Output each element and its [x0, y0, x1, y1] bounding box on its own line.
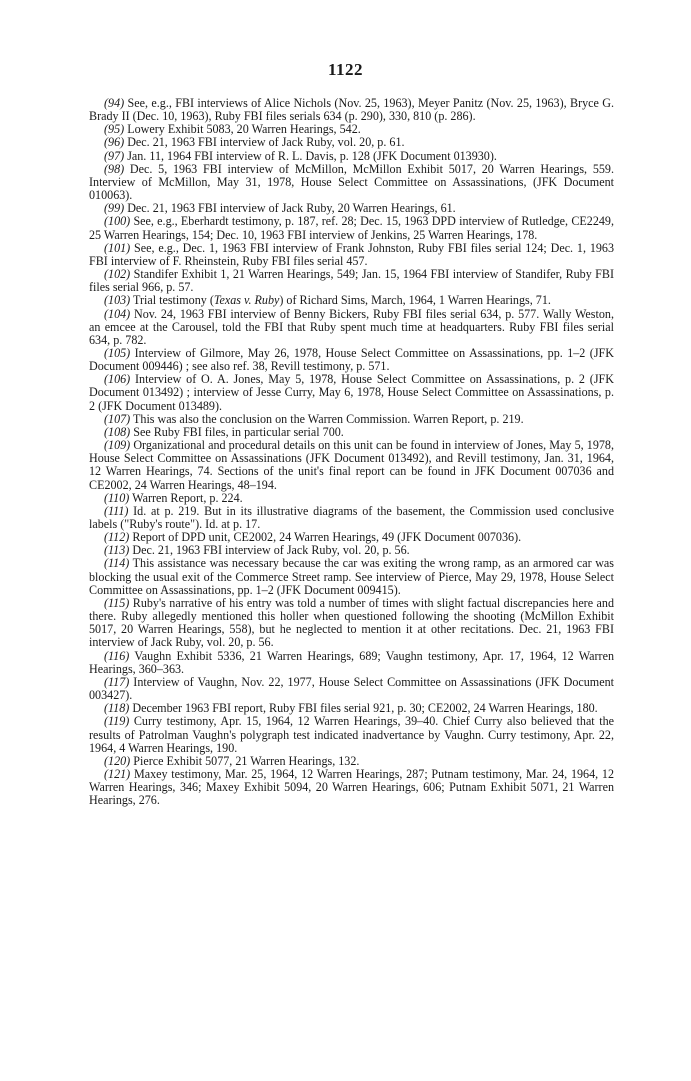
footnote-number: (106) [104, 372, 131, 387]
footnote-text: Jan. 11, 1964 FBI interview of R. L. Davis, p. 128 (JFK Document 013930). [127, 148, 497, 163]
footnote-number: (96) [104, 135, 125, 150]
case-name: Texas v. Ruby [213, 293, 280, 308]
footnote-number: (119) [104, 714, 130, 729]
footnote-text: Ruby's narrative of his entry was told a number of times with slight factual discrepancies here and there. Ruby allegedly mentioned this holler when questioned following the shooting (McMillon Exhibit 5017, 20 Warren Hearings, 558), but he neglected to mention it at other recitations. Dec. 21, 1963 FBI interview of Jack Ruby, vol. 20, p. 56. [89, 595, 614, 650]
footnote-text: Report of DPD unit, CE2002, 24 Warren Hearings, 49 (JFK Document 007036). [132, 530, 522, 545]
footnote-text: See, e.g., Eberhardt testimony, p. 187, ref. 28; Dec. 15, 1963 DPD interview of Rutledge, CE2249, 25 Warren Hearings, 154; Dec. 10, 1963 FBI interview of Jenkins, 25 Warren Hearings, 178. [89, 214, 614, 242]
footnote-text: Nov. 24, 1963 FBI interview of Benny Bickers, Ruby FBI files serial 634, p. 577. Wally Weston, an emcee at the Carousel, told the FBI that Ruby spent much time at headquarters. Ruby FBI files serial 634, p. 782. [89, 306, 614, 347]
footnote-text: Dec. 5, 1963 FBI interview of McMillon, McMillon Exhibit 5017, 20 Warren Hearings, 559. Interview of McMillon, May 31, 1978, House Select Committee on Assassinations, (JFK Document 010063). [89, 161, 615, 203]
footnote-109 [89, 439, 614, 492]
footnote-number: (114) [104, 556, 130, 571]
footnote-number: (108) [104, 424, 131, 439]
footnote-101 [89, 242, 614, 268]
footnote-number: (102) [104, 267, 131, 282]
footnote-number: (112) [104, 530, 130, 545]
footnote-text-before: Trial testimony ( [133, 293, 214, 308]
footnote-text: Dec. 21, 1963 FBI interview of Jack Ruby, vol. 20, p. 56. [132, 543, 410, 558]
footnote-text: Organizational and procedural details on this unit can be found in interview of Jones, May 5, 1978, House Select Committee on Assassinations (JFK Document 013492), and Revill testimony, Jan. 31, 1964, 12 Warren Hearings, 74. Sections of the unit's final report can be found in JFK Document 007036 and CE2002, 24 Warren Hearings, 48–194. [89, 438, 614, 492]
footnote-text: Interview of Vaughn, Nov. 22, 1977, House Select Committee on Assassinations (JFK Document 003427). [89, 674, 614, 703]
footnotes-list [89, 97, 614, 807]
footnote-text: See, e.g., Dec. 1, 1963 FBI interview of Frank Johnston, Ruby FBI files serial 124; Dec. 1, 1963 FBI interview of F. Rheinstein, Ruby FBI files serial 457. [89, 240, 615, 268]
footnote-number: (100) [104, 214, 131, 229]
footnote-number: (105) [104, 345, 131, 360]
footnote-text: See, e.g., FBI interviews of Alice Nichols (Nov. 25, 1963), Meyer Panitz (Nov. 25, 1963), Bryce G. Brady II (Dec. 10, 1963), Ruby FBI files serials 634 (p. 290), 330, 810 (p. 286). [89, 96, 614, 124]
footnote-100 [89, 215, 614, 241]
footnote-number: (104) [104, 306, 131, 321]
footnote-number: (116) [104, 648, 130, 663]
footnote-number: (99) [104, 201, 125, 216]
footnote-text: Curry testimony, Apr. 15, 1964, 12 Warren Hearings, 39–40. Chief Curry also believed that the results of Patrolman Vaughn's polygraph test indicated inadvertance by Vaughn. Curry testimony, Apr. 22, 1964, 4 Warren Hearings, 190. [89, 714, 614, 755]
footnote-number: (120) [104, 753, 131, 768]
footnote-text: This assistance was necessary because the car was exiting the wrong ramp, as an armored car was blocking the usual exit of the Commerce Street ramp. See interview of Pierce, May 29, 1978, House Select Committee on Assassinations, pp. 1–2 (JFK Document 009415). [89, 556, 614, 597]
footnote-111 [89, 505, 614, 531]
footnote-number: (111) [104, 503, 129, 518]
footnote-number: (109) [104, 438, 131, 453]
footnote-text: Dec. 21, 1963 FBI interview of Jack Ruby, 20 Warren Hearings, 61. [127, 201, 456, 216]
footnote-114 [89, 557, 614, 596]
footnote-number: (117) [104, 674, 130, 689]
footnote-number: (121) [104, 766, 131, 781]
footnote-text: See Ruby FBI files, in particular serial 700. [133, 424, 344, 439]
footnote-number: (94) [104, 96, 125, 110]
footnote-number: (118) [104, 701, 130, 716]
footnote-number: (103) [104, 293, 131, 308]
footnote-106 [89, 373, 614, 412]
footnote-number: (113) [104, 543, 130, 558]
footnote-text: December 1963 FBI report, Ruby FBI files serial 921, p. 30; CE2002, 24 Warren Hearings, 180. [132, 701, 598, 716]
footnote-121 [89, 768, 614, 807]
footnote-text: Warren Report, p. 224. [132, 490, 243, 505]
footnote-text: Interview of Gilmore, May 26, 1978, House Select Committee on Assassinations, pp. 1–2 (JFK Document 009446) ; see also ref. 38, Revill testimony, p. 571. [89, 345, 614, 374]
footnote-94 [89, 97, 614, 123]
footnote-105 [89, 347, 614, 373]
footnote-104 [89, 308, 614, 347]
footnote-text: This was also the conclusion on the Warren Commission. Warren Report, p. 219. [133, 411, 524, 426]
page-number: 1122 [327, 60, 364, 79]
footnote-text: Dec. 21, 1963 FBI interview of Jack Ruby, vol. 20, p. 61. [127, 135, 405, 150]
footnote-text: Lowery Exhibit 5083, 20 Warren Hearings, 542. [127, 122, 361, 137]
footnote-number: (101) [104, 240, 131, 255]
footnote-98 [89, 163, 614, 202]
footnote-number: (95) [104, 122, 125, 137]
footnote-number: (107) [104, 411, 131, 426]
footnote-number: (115) [104, 595, 130, 610]
footnote-text: Id. at p. 219. But in its illustrative diagrams of the basement, the Commission used conclusive labels ("Ruby's route"). Id. at p. 17. [89, 503, 614, 531]
footnote-117 [89, 676, 614, 702]
footnote-text: Standifer Exhibit 1, 21 Warren Hearings, 549; Jan. 15, 1964 FBI interview of Standifer, Ruby FBI files serial 966, p. 57. [89, 267, 615, 295]
footnote-115 [89, 597, 614, 650]
footnote-number: (97) [104, 148, 125, 163]
footnote-text: Interview of O. A. Jones, May 5, 1978, House Select Committee on Assassinations, p. 2 (JFK Document 013492) ; interview of Jesse Curry, May 6, 1978, House Select Committee on Assassinations, p. 2 (JFK Document 013489). [89, 372, 614, 413]
footnote-102 [89, 268, 614, 294]
footnote-text-after: ) of Richard Sims, March, 1964, 1 Warren Hearings, 71. [279, 293, 551, 308]
footnote-text: Pierce Exhibit 5077, 21 Warren Hearings, 132. [133, 753, 360, 768]
footnote-number: (98) [104, 161, 125, 176]
footnote-116 [89, 650, 614, 676]
footnote-text: Vaughn Exhibit 5336, 21 Warren Hearings, 689; Vaughn testimony, Apr. 17, 1964, 12 Warren Hearings, 360–363. [89, 648, 615, 676]
footnote-119 [89, 715, 614, 754]
footnote-number: (110) [104, 490, 130, 505]
footnote-text: Maxey testimony, Mar. 25, 1964, 12 Warren Hearings, 287; Putnam testimony, Mar. 24, 1964, 12 Warren Hearings, 346; Maxey Exhibit 5094, 20 Warren Hearings, 606; Putnam Exhibit 5071, 21 Warren Hearings, 276. [89, 766, 615, 808]
